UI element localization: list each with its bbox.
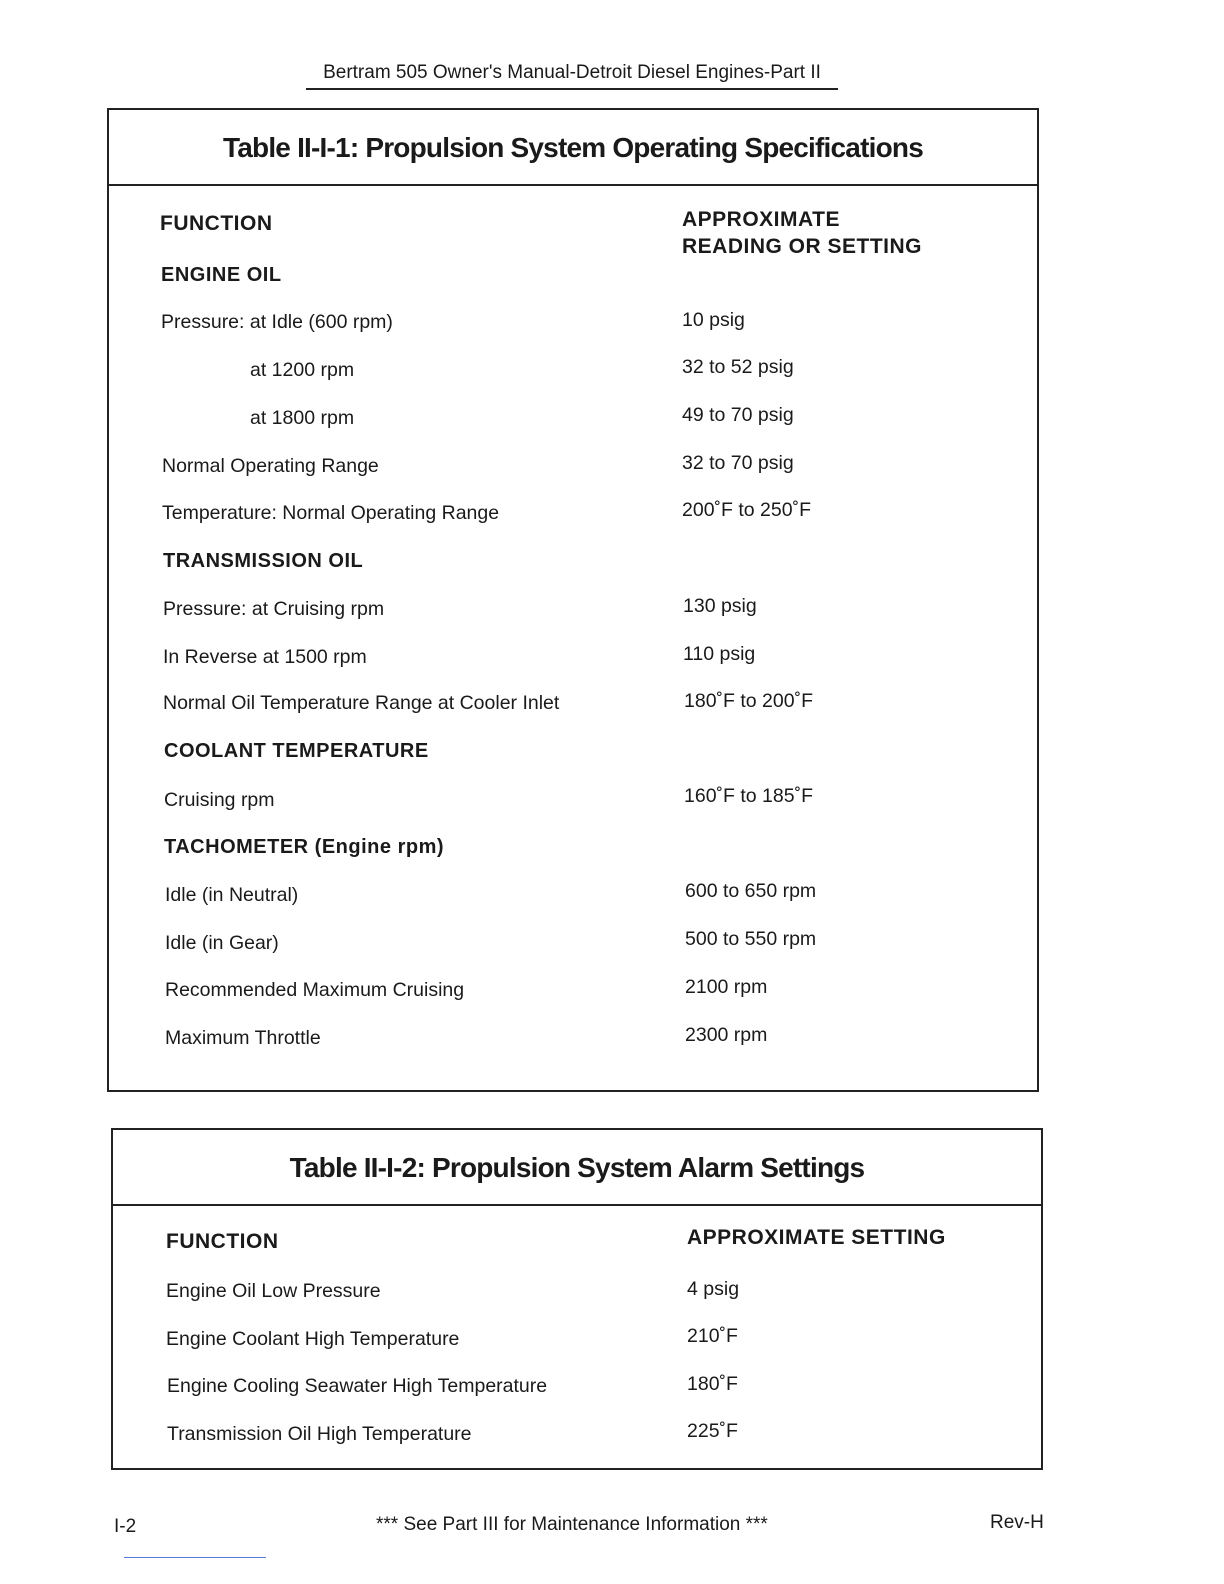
row-value: 200˚F to 250˚F (682, 499, 811, 521)
row-value: 110 psig (683, 643, 756, 665)
row-label: Engine Coolant High Temperature (166, 1328, 460, 1350)
section-transmission-oil: TRANSMISSION OIL (163, 550, 364, 572)
column-header-function: FUNCTION (160, 212, 273, 235)
row-value: 500 to 550 rpm (685, 928, 817, 950)
section-engine-oil: ENGINE OIL (161, 264, 282, 286)
document-header: Bertram 505 Owner's Manual-Detroit Diesel Engines-Part II (306, 62, 838, 90)
row-value: 2300 rpm (685, 1024, 768, 1046)
row-value: 10 psig (682, 309, 745, 331)
page-number: I-2 (114, 1516, 137, 1537)
row-label: at 1800 rpm (250, 407, 355, 429)
row-label: Normal Operating Range (162, 455, 379, 477)
alarm-settings-table (111, 1128, 1043, 1470)
column-header-setting: APPROXIMATE SETTING (687, 1226, 946, 1249)
row-label: Idle (in Neutral) (165, 884, 299, 906)
section-coolant-temperature: COOLANT TEMPERATURE (164, 740, 429, 762)
row-value: 180˚F to 200˚F (684, 690, 813, 712)
footer-note: *** See Part III for Maintenance Information *** (376, 1514, 768, 1535)
row-value: 4 psig (687, 1278, 740, 1300)
row-value: 32 to 52 psig (682, 356, 794, 378)
row-label: at 1200 rpm (250, 359, 355, 381)
table-title: Table II-I-1: Propulsion System Operating Specifications (109, 110, 1037, 186)
row-value: 49 to 70 psig (682, 404, 794, 426)
row-value: 180˚F (687, 1373, 738, 1395)
revision-label: Rev-H (990, 1512, 1044, 1533)
row-label: Normal Oil Temperature Range at Cooler Inlet (163, 692, 560, 714)
row-value: 225˚F (687, 1420, 738, 1442)
row-label: Cruising rpm (164, 789, 275, 811)
row-label: In Reverse at 1500 rpm (163, 646, 367, 668)
row-label: Pressure: at Cruising rpm (163, 598, 385, 620)
row-value: 160˚F to 185˚F (684, 785, 813, 807)
footer-rule (124, 1557, 266, 1558)
row-label: Temperature: Normal Operating Range (162, 502, 500, 524)
row-value: 600 to 650 rpm (685, 880, 817, 902)
column-header-function: FUNCTION (166, 1230, 279, 1253)
row-value: 2100 rpm (685, 976, 768, 998)
column-header-reading-line1: APPROXIMATE (682, 208, 840, 231)
row-label: Maximum Throttle (165, 1027, 321, 1049)
row-label: Idle (in Gear) (165, 932, 279, 954)
row-label: Engine Cooling Seawater High Temperature (167, 1375, 548, 1397)
column-header-reading-line2: READING OR SETTING (682, 235, 923, 258)
row-label: Engine Oil Low Pressure (166, 1280, 381, 1302)
operating-specifications-table (107, 108, 1039, 1092)
row-value: 130 psig (683, 595, 757, 617)
table-title: Table II-I-2: Propulsion System Alarm Settings (113, 1130, 1041, 1206)
row-value: 210˚F (687, 1325, 738, 1347)
row-label: Recommended Maximum Cruising (165, 979, 465, 1001)
section-tachometer: TACHOMETER (Engine rpm) (164, 836, 445, 858)
row-label: Pressure: at Idle (600 rpm) (161, 311, 393, 333)
row-value: 32 to 70 psig (682, 452, 794, 474)
column-header-reading (682, 206, 922, 260)
row-label: Transmission Oil High Temperature (167, 1423, 472, 1445)
